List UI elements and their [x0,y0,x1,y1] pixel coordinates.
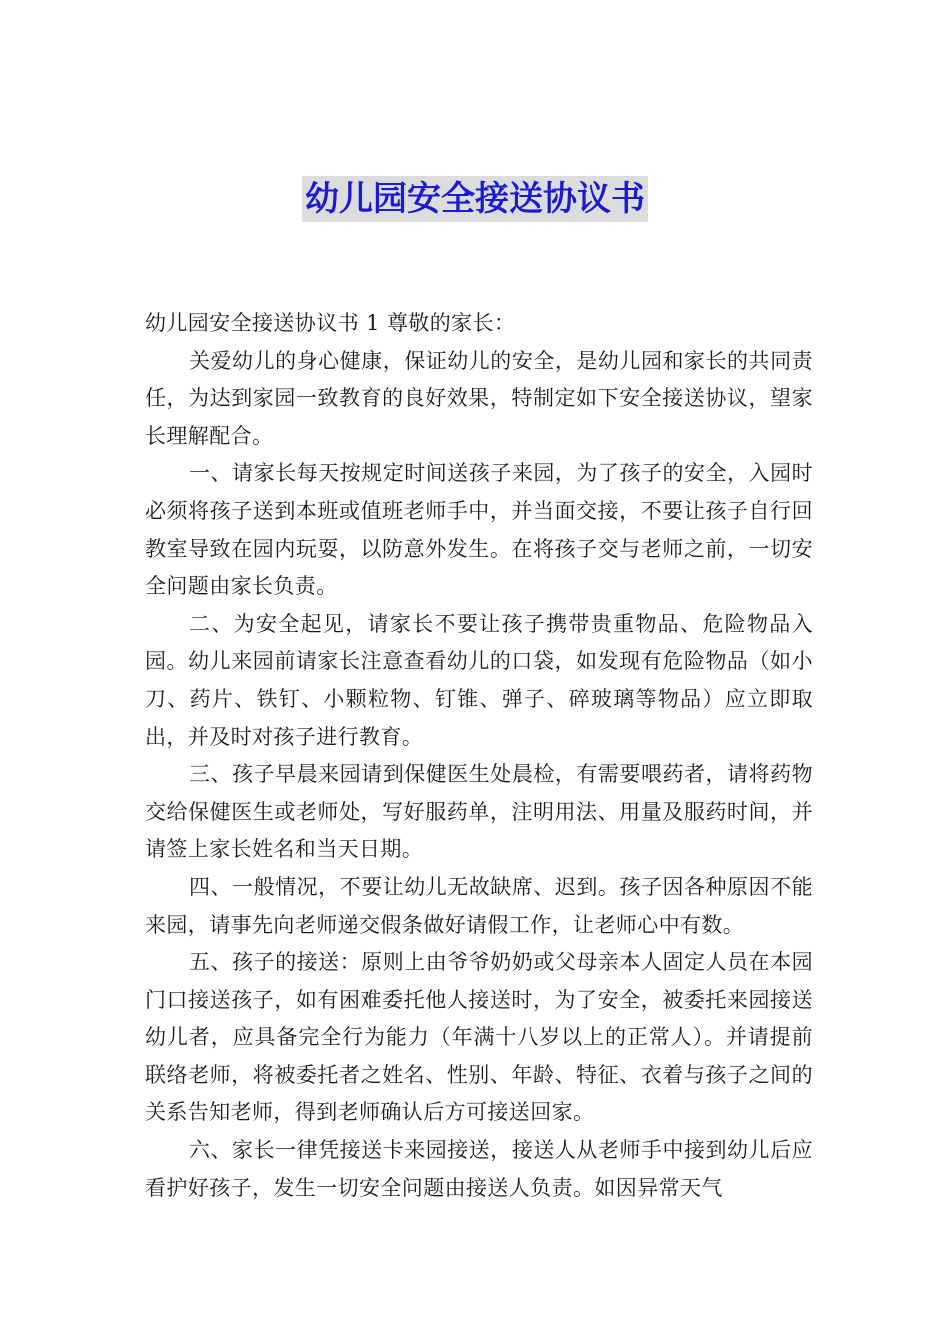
document-body [145,305,813,1207]
paragraph-clause-1: 一、请家长每天按规定时间送孩子来园，为了孩子的安全，入园时必须将孩子送到本班或值班老师手中，并当面交接，不要让孩子自行回教室导致在园内玩耍，以防意外发生。在将孩子交与老师之前，一切安全问题由家长负责。 [145,461,813,599]
document-title: 幼儿园安全接送协议书 [302,176,648,222]
paragraph-clause-6: 六、家长一律凭接送卡来园接送，接送人从老师手中接到幼儿后应看护好孩子，发生一切安全问题由接送人负责。如因异常天气 [145,1138,813,1200]
paragraph-clause-3: 三、孩子早晨来园请到保健医生处晨检，有需要喂药者，请将药物交给保健医生或老师处，写好服药单，注明用法、用量及服药时间，并请签上家长姓名和当天日期。 [145,762,813,862]
title-container [0,176,950,222]
paragraph-clause-5: 五、孩子的接送：原则上由爷爷奶奶或父母亲本人固定人员在本园门口接送孩子，如有困难委托他人接送时，为了安全，被委托来园接送幼儿者，应具备完全行为能力（年满十八岁以上的正常人）。并请提前联络老师，将被委托者之姓名、性别、年龄、特征、衣着与孩子之间的关系告知老师，得到老师确认后方可接送回家。 [145,950,813,1125]
paragraph-preamble: 关爱幼儿的身心健康，保证幼儿的安全，是幼儿园和家长的共同责任，为达到家园一致教育的良好效果，特制定如下安全接送协议，望家长理解配合。 [145,348,813,448]
intro-line: 幼儿园安全接送协议书 1 尊敬的家长： [145,311,516,335]
paragraph-clause-2: 二、为安全起见，请家长不要让孩子携带贵重物品、危险物品入园。幼儿来园前请家长注意查看幼儿的口袋，如发现有危险物品（如小刀、药片、铁钉、小颗粒物、钉锥、弹子、碎玻璃等物品）应立即取出，并及时对孩子进行教育。 [145,611,813,749]
paragraph-clause-4: 四、一般情况，不要让幼儿无故缺席、迟到。孩子因各种原因不能来园，请事先向老师递交假条做好请假工作，让老师心中有数。 [145,874,813,937]
